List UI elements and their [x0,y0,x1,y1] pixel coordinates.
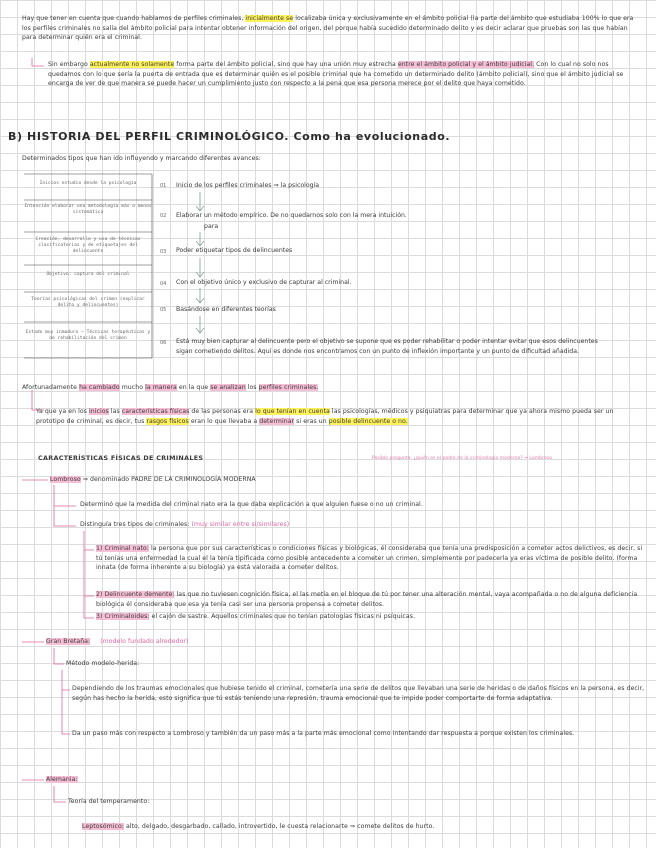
intro-p2-text-b: forma parte del ámbito policial, sino que hay una unión muy estrecha [176,61,396,68]
connector-lombroso-line2 [54,506,76,526]
lombroso-name: Lombroso [50,476,81,483]
timeline-right-1: Inicio de los perfiles criminales ⇒ la psicología [176,182,320,189]
timeline-right-3: Poder etiquetar tipos de delincuentes [176,247,293,254]
timeline-left-1: Inicios estudio desde la psicología [39,181,137,186]
alemania-theory: Teoría del temperamento: [68,798,150,805]
connector-type2 [84,550,94,596]
gb-method: Método modelo-herida: [66,660,140,667]
connector-alemania-theory [54,786,66,802]
intro-p1-text-a: Hay que tener en cuenta que cuando hablamos de perfiles criminales, [22,15,244,22]
connector-gb-p2 [62,690,70,734]
gb-paragraph-1: Dependiendo de los traumas emocionales que hubiese tenido el criminal, cometería una serie de delitos que llevaban una serie de heridas o de daños físicos en la persona, es decir, según has hecho la herida, esto significa que tú estás teniendo una represión, trauma emocional que te impide poder comportarte de forma adaptativa. [72,685,645,702]
intro-p1-text-b: localizaba única y exclusivamente en el ámbito policial (la parte del ámbito que estudiaba 100% lo que era los perfiles criminales no salía del ámbito policial para intentar obtener información del origen, del porque había sucedido determinado delito y es decir aclarar que pruebas son las que habían para determinar quién era el criminal. [22,15,634,42]
gb-name: Gran Bretaña: [46,638,91,645]
connector-gb-p1 [62,670,70,690]
connector-arrow-intro [32,58,44,66]
alemania-leptosomico: Leptosómico: alto, delgado, desgarbado, callado, introvertido, le cuesta relacionarte ⇒ comete delitos de hurto. [82,823,435,830]
lombroso-desc: ⇒ denominado PADRE DE LA CRIMINOLOGÍA MODERNA [82,476,256,483]
timeline-right-4: Con el objetivo único y exclusivo de capturar al criminal. [176,279,352,286]
timeline-num-3: 03 [160,249,167,255]
timeline-right-2: Elaborar un método empírico. De no quedarnos solo con la mera intuición. [176,212,407,219]
lombroso-line2: Distinguía tres tipos de criminales: (muy similar entre sí/similares) [80,521,290,528]
timeline-left-5: Teorías psicológicas del crimen (explicar delito y delincuentes) [31,297,145,308]
intro-p2-text-c: Con lo cual no solo nos quedamos con lo que sería la puerta de entrada que es determinar quién es el posible criminal que ha cometido un determinado delito (ámbito policial), sino que el ámbito judicial se encarga de ver de que manera se puede hacer un cumplimiento justo con respecto a la pena que esa persona merece por el delito que haya cometido. [48,61,624,88]
alemania-name: Alemania: [46,776,78,783]
section-b-intro: Determinados tipos que han ido influyendo y marcando diferentes avances: [22,155,261,162]
section-b-title: B) HISTORIA DEL PERFIL CRIMINOLÓGICO. Como ha evolucionado. [8,130,451,143]
lombroso-type-2: 2) Delincuente demente: las que no tuviesen cognición física, el las metía en el bloque de tú por tener una alteración mental, vaya acompañada o no de alguna deficiencia biológica él consideraba que esa ya tenía casi ser una persona propensa a cometer delitos. [96,591,638,608]
physical-paragraph: Ya que ya en los inicios las características físicas de las personas era lo que tenían en cuenta las psicologías, médicos y psiquiatras para determinar que ya ahora mismo pueda ser un prototipo de criminal, es decir, tus rasgos físicos eran lo que llevaba a determinar si eras un posible delincuente o no. [36,408,614,425]
intro-p2-highlight-2: entre el ámbito policial y el ámbito judicial. [397,61,535,68]
alemania-heading [46,775,78,785]
lombroso-type-3: 3) Criminaloides: el cajón de sastre. Aquellos criminales que no tenían patologías físicas ni psíquicas. [96,613,416,620]
intro-p2-text-a: Sin embargo [48,61,88,68]
gb-heading [46,637,546,647]
connector-type3 [84,596,94,618]
intro-paragraph-2 [48,60,642,89]
lombroso-type-1: 1) Criminal nato: la persona que por sus características o condiciones físicas y biológicas, él consideraba que tenía una predisposición a cometer actos delictivos, es decir, si tú tenías una enfermedad la cual el la tenía tipificada como posible antecedente a cometer un crimen, simplemente por padecerla ya eras víctima de posible delito. (forma innata (de forma inherente a su biología) ya está valorada a cometer delitos. [96,545,643,572]
gb-paragraph-2: Da un paso más con respecto a Lombroso y también da un paso más a la parte más emocional como intentando dar respuesta a porque existen los criminales. [72,730,575,737]
connector-gb-method [54,648,64,664]
timeline-left-6: Estado muy inmaduro – Técnicas terapéuticas y de rehabilitación del crimen [25,330,151,341]
fortune-line: Afortunadamente ha cambiado mucho la manera en la que se analizan los perfiles criminales. [22,384,319,391]
timeline-left-2: Intención elaborar una metodología más o menos sistemática [24,204,152,215]
timeline-right-5: Basándose en diferentes teorías [176,306,276,313]
lombroso-line1: Determinó que la medida del criminal nato era la que daba explicación a que alguien fuese o no un criminal. [80,501,423,508]
gb-note: (modelo fundado alrededor) [100,638,189,645]
intro-p1-highlight: inicialmente se [245,15,294,22]
timeline-num-1: 01 [160,183,167,189]
timeline-left-3: Creación, desarrollo y uso de técnicas clasificatorias y de etiquetajes del delincuente [35,237,141,254]
timeline-num-6: 06 [160,340,167,346]
timeline-left-4: Objetivo: captura del criminal [46,272,130,277]
timeline-num-5: 05 [160,307,167,313]
lombroso-heading [50,475,550,485]
timeline-right-6: Está muy bien capturar al delincuente pero el objetivo se supone que es poder rehabilitar o poder intentar evitar que esos delincuentes sigan cometiendo delitos. Aquí es donde nos encontramos con un punto de inflexión importante y un punto de dificultad añadida. [176,338,598,355]
intro-p2-highlight: actualmente no solamente [89,61,175,68]
connector-lombroso-line1 [54,485,76,506]
intro-paragraph-1 [22,14,642,43]
timeline-num-2: 02 [160,213,167,219]
caracteristicas-note: Posible pregunta: ¿quién es el padre de la criminología moderna? ⇒ Lombroso [372,456,552,461]
caracteristicas-title: CARACTERÍSTICAS FÍSICAS DE CRIMINALES [38,454,204,462]
timeline-extra-2: para [204,223,219,230]
connector-type1 [84,531,94,550]
timeline-num-4: 04 [160,281,167,287]
